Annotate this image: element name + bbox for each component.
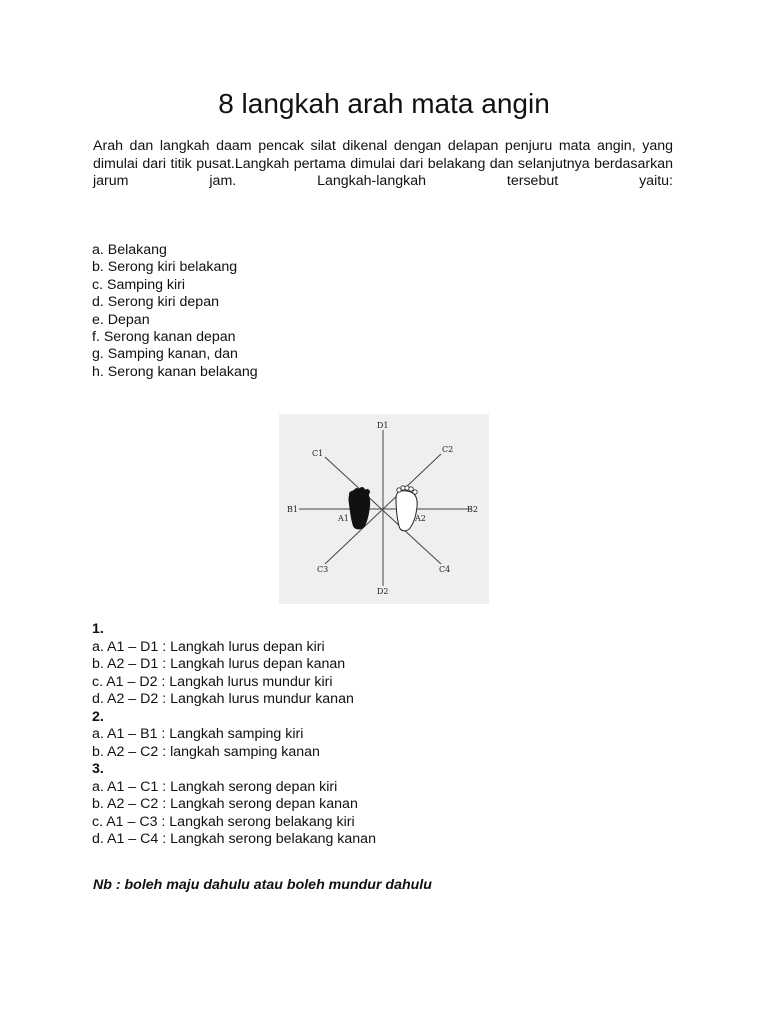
- note-text: Nb : boleh maju dahulu atau boleh mundur dahulu: [93, 877, 432, 893]
- step-item: a. A1 – D1 : Langkah lurus depan kiri: [92, 638, 325, 655]
- page-title: 8 langkah arah mata angin: [218, 88, 550, 119]
- label-a2: A2: [415, 514, 426, 523]
- section-number: 1.: [92, 621, 104, 637]
- direction-item: a. Belakang: [92, 242, 167, 258]
- step-item: b. A2 – C2 : langkah samping kanan: [92, 743, 320, 760]
- section-number: 2.: [92, 708, 104, 725]
- direction-item: g. Samping kanan, dan: [92, 346, 238, 363]
- compass-step-diagram: [279, 414, 489, 604]
- direction-item: h. Serong kanan belakang: [92, 363, 258, 380]
- section-number: 3.: [92, 761, 104, 777]
- step-item: b. A2 – D1 : Langkah lurus depan kanan: [92, 656, 346, 672]
- step-item: d. A1 – C4 : Langkah serong belakang kanan: [92, 831, 376, 847]
- direction-item: f. Serong kanan depan: [92, 329, 236, 346]
- label-c2: C2: [442, 445, 454, 454]
- label-c1: C1: [312, 449, 324, 458]
- direction-item: c. Samping kiri: [92, 276, 186, 293]
- label-c3: C3: [317, 565, 329, 574]
- step-list: [92, 621, 376, 849]
- step-item: c. A1 – C3 : Langkah serong belakang kiri: [92, 813, 355, 830]
- diagram-svg: [279, 414, 489, 604]
- label-c4: C4: [439, 565, 451, 574]
- step-item: a. A1 – B1 : Langkah samping kiri: [92, 726, 304, 742]
- step-item: a. A1 – C1 : Langkah serong depan kiri: [92, 778, 338, 795]
- direction-item: e. Depan: [92, 311, 150, 328]
- step-item: c. A1 – D2 : Langkah lurus mundur kiri: [92, 673, 333, 690]
- step-item: b. A2 – C2 : Langkah serong depan kanan: [92, 796, 358, 812]
- step-item: d. A2 – D2 : Langkah lurus mundur kanan: [92, 691, 354, 707]
- label-b2: B2: [467, 505, 478, 514]
- label-b1: B1: [287, 505, 298, 514]
- intro-paragraph: Arah dan langkah daam pencak silat dikenal dengan delapan penjuru mata angin, yang dimulai dari titik pusat.Langkah pertama dimulai dari belakang dan selanjutnya berdasarkan jarum jam. Langkah-langkah tersebut yaitu:: [93, 138, 673, 190]
- direction-item: d. Serong kiri depan: [92, 294, 219, 311]
- left-foot-icon: [348, 487, 370, 529]
- label-a1: A1: [338, 514, 349, 523]
- right-foot-icon: [396, 486, 417, 531]
- direction-list: [92, 242, 258, 381]
- label-d1: D1: [377, 421, 389, 430]
- direction-item: b. Serong kiri belakang: [92, 259, 238, 276]
- label-d2: D2: [377, 587, 389, 596]
